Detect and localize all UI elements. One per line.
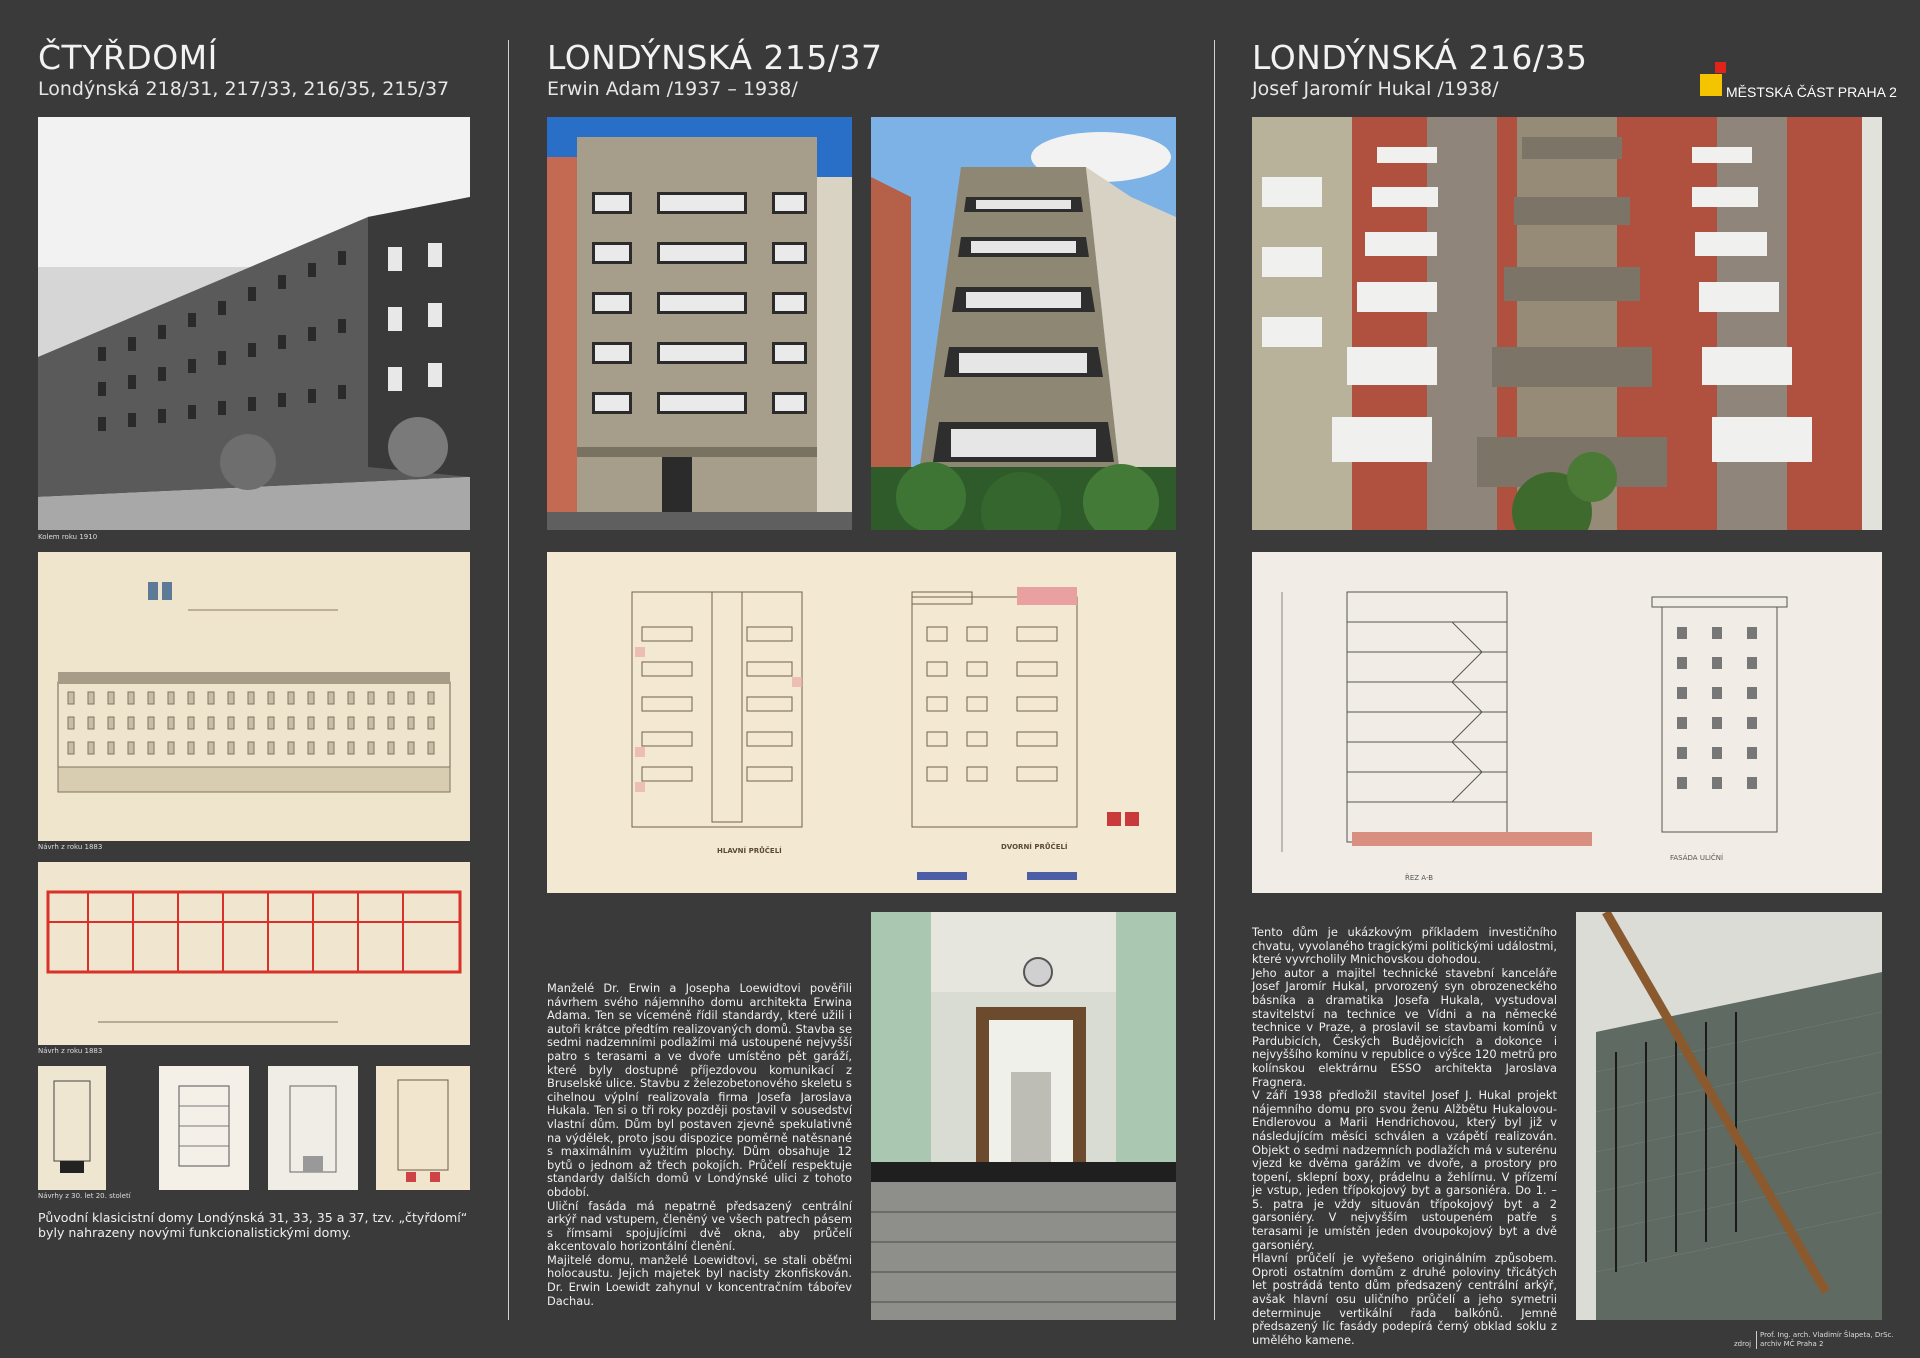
column3-title: LONDÝNSKÁ 216/35 [1252, 38, 1588, 77]
drawing-section-facade-216 [1252, 552, 1882, 893]
column3-paragraph-4: Hlavní průčelí je vyřešeno originálním způsobem. Oproti ostatním domům z druhé poloviny třicátých let postrádá tento dům předsazený centrální arkýř, avšak hlavní osu uličního průčelí a jeho symetrii determinuje vertikální řada balkónů. Jemně předsazený líc fasády podepírá černý obklad soklu z umělého kamene. [1252, 1251, 1557, 1347]
drawing-label-front-216: FASÁDA ULIČNÍ [1670, 854, 1724, 862]
municipality-logo [1700, 62, 1897, 102]
logo-square-yellow [1700, 74, 1722, 96]
elevation-drawing-1883 [38, 552, 470, 841]
floor-plan-drawing-1883 [38, 862, 470, 1045]
column3-paragraph-2: Jeho autor a majitel technické stavební kanceláře Josef Jaromír Hukal, prvorozený syn obrozeneckého básníka a dramatika Josefa Hukala, vystudoval stavitelství na technice ve Vídni a na německé technice v Praze, a proslavil se stavbami komínů v Pardubicích, Českých Budějovicích a dokonce i nejvyššího komínu v republice o výšce 120 metrů pro kolínskou elektrárnu ESSO architekta Jaroslava Fragnera. [1252, 965, 1557, 1089]
credit-line-1: Prof. Ing. arch. Vladimír Šlapeta, DrSc. [1760, 1331, 1894, 1339]
caption-floor-plan: Návrh z roku 1883 [38, 1047, 103, 1055]
photo-street-facade-215 [547, 117, 852, 530]
column-divider-2 [1214, 40, 1215, 1320]
column3-subtitle: Josef Jaromír Hukal /1938/ [1252, 78, 1499, 100]
drawing-label-front-215: HLAVNÍ PRŮČELÍ [717, 847, 782, 855]
photo-entrance-hall-215 [871, 912, 1176, 1320]
column3-text [1252, 926, 1557, 1347]
column-divider-1 [508, 40, 509, 1320]
caption-thumbnails: Návrhy z 30. let 20. století [38, 1192, 131, 1200]
photo-staircase-216 [1576, 912, 1882, 1320]
column3-paragraph-1: Tento dům je ukázkovým příkladem investičního chvatu, vyvolaného tragickými politickými událostmi, které vyvrcholily Mnichovskou dohodou. [1252, 925, 1557, 967]
thumbnail-design-4 [376, 1066, 470, 1190]
drawing-label-section-216: ŘEZ A-B [1405, 874, 1434, 882]
column1-subtitle: Londýnská 218/31, 217/33, 216/35, 215/37 [38, 78, 450, 100]
column2-paragraph-1: Manželé Dr. Erwin a Josepha Loewidtovi pověřili návrhem svého nájemního domu architekta Erwina Adama. Ten se víceméně řídil standardy, které užili i autoři krátce předtím realizovaných domů. Stavba se sedmi nadzemními podlažími má ustoupené nejvyšší patro s terasami a ve dvoře umístěno pět garáží, které byly dostupné příjezdovou komunikací z Bruselské ulice. Stavbu z železobetonového skeletu s cihelnou výplní realizovala firma Josefa Jaroslava Hukala. Ten si o tři roky později postavil v sousedství vlastní dům. Dům byl postaven zjevně spekulativně na výdělek, proto jsou dispozice poměrně natěsnané s maximálním využitím plochy. Dům obsahuje 12 bytů o jednom až třech pokojích. Průčelí respektuje standardy dalších domů v Londýnské ulici z tohoto období. [547, 981, 852, 1199]
logo-text: MĚSTSKÁ ČÁST PRAHA 2 [1726, 84, 1897, 100]
column1-text: Původní klasicistní domy Londýnská 31, 33, 35 a 37, tzv. „čtyřdomí“ byly nahrazeny novými funkcionalistickými domy. [38, 1210, 468, 1240]
drawing-label-back-215: DVORNÍ PRŮČELÍ [1001, 843, 1068, 851]
thumbnail-design-1 [38, 1066, 106, 1190]
photo-street-facade-216 [1252, 117, 1882, 530]
thumbnail-design-2 [159, 1066, 249, 1190]
column1-title: ČTYŘDOMÍ [38, 38, 218, 77]
column2-subtitle: Erwin Adam /1937 – 1938/ [547, 78, 798, 100]
thumbnail-design-3 [268, 1066, 358, 1190]
column3-paragraph-3: V září 1938 předložil stavitel Josef J. Hukal projekt nájemního domu pro svou ženu Alžbětu Hukalovou-Endlerovou a Marii Hendrichovou, který byl již v následujícím měsíci schválen a vzápětí realizován. Objekt o sedmi nadzemních podlažích má v suterénu vjezd ke dvěma garážím ve dvoře, a prostory pro topení, sklepní boxy, prádelnu a žehlírnu. V přízemí je vstup, jeden třípokojový byt a garsoniéra. Do 1. – 5. patra je vždy situován třípokojový byt a 2 garsoniéry. V nejvyšším ustoupeném patře s terasami je umístěn jeden dvoupokojový byt a dvě garsoniéry. [1252, 1088, 1557, 1252]
credit-line-2: archiv MČ Praha 2 [1760, 1340, 1824, 1348]
column2-paragraph-2: Uliční fasáda má nepatrně předsazený centrální arkýř nad vstupem, členěný ve všech patrech pásem s římsami spojujícími dvě okna, aby průčelí akcentovalo horizontální členění. [547, 1198, 852, 1254]
photo-facade-upward-215 [871, 117, 1176, 530]
column2-paragraph-3: Majitelé domu, manželé Loewidtovi, se stali oběťmi holocaustu. Jejich majetek byl nacisty zkonfiskován. Dr. Erwin Loewidt zahynul v koncentračním tábořev Dachau. [547, 1252, 852, 1308]
logo-square-red [1715, 62, 1726, 73]
caption-elevation-drawing: Návrh z roku 1883 [38, 843, 103, 851]
drawing-facades-215 [547, 552, 1176, 893]
column2-text [547, 982, 852, 1308]
column2-title: LONDÝNSKÁ 215/37 [547, 38, 883, 77]
credit-label: zdroj [1734, 1340, 1752, 1348]
historic-photo-1910 [38, 117, 470, 530]
caption-historic-photo: Kolem roku 1910 [38, 533, 98, 541]
